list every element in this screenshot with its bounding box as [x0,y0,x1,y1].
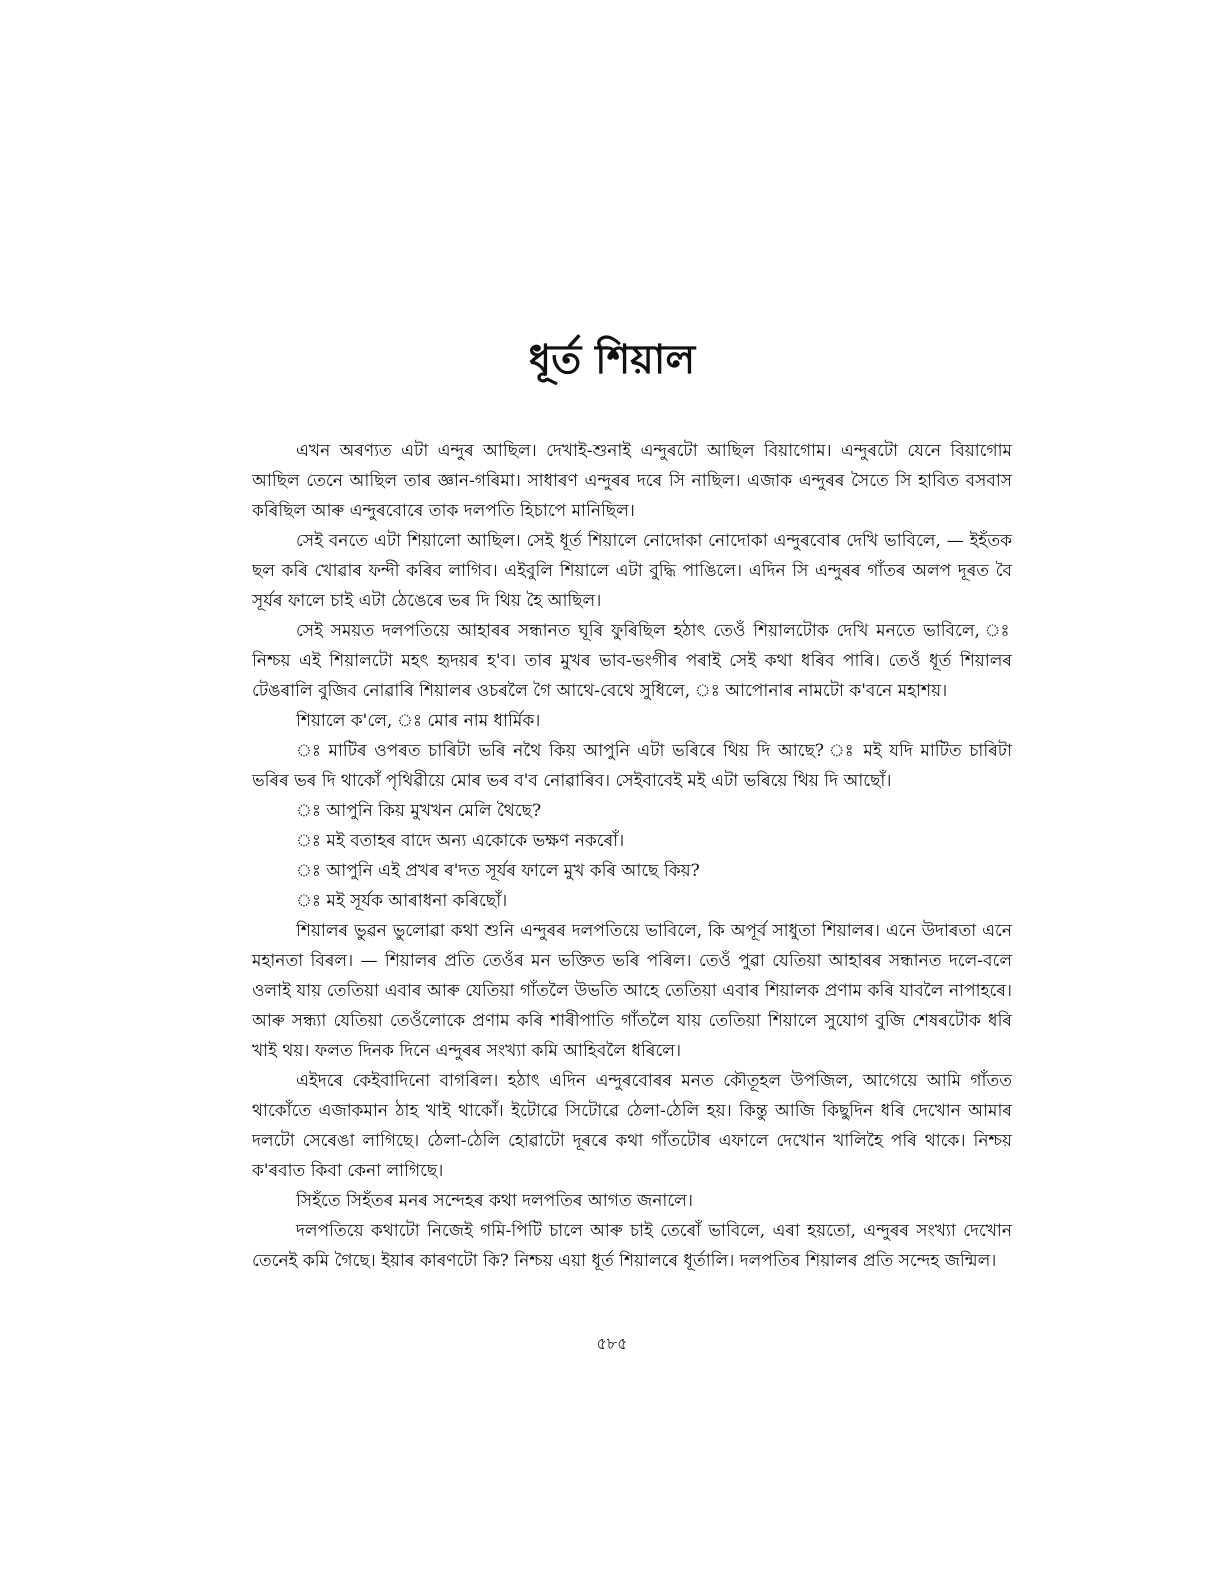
paragraph: ঃ মই সূৰ্যক আৰাধনা কৰিছোঁ। [296,891,508,911]
page-title: ধূর্ত শিয়াল [528,336,696,383]
paragraph: সেই সময়ত দলপতিয়ে আহাৰৰ সন্ধানত ঘূৰি ফুৰিছিল হঠাৎ তেওঁ শিয়ালটোক দেখি মনতে ভাবিলে, ঃ নিশ্চয় এই শিয়ালটো মহৎ হৃদয়ৰ হ'ব। তাৰ মুখৰ ভাব-ভংগীৰ পৰাই সেই কথা ধৰিব পাৰি। তেওঁ ধূৰ্ত শিয়ালৰ টেঙৰালি বুজিব নোৱাৰি শিয়ালৰ ওচৰলৈ গৈ আথে-বেথে সুধিলে, ঃ আপোনাৰ নামটো ক'বনে মহাশয়। [252,621,1012,701]
story-body [252,436,1012,1276]
paragraph: এখন অৰণ্যত এটা এন্দুৰ আছিল। দেখাই-শুনাই এন্দুৰটো আছিল বিয়াগোম। এন্দুৰটো যেনে বিয়াগোম আছিল তেনে আছিল তাৰ জ্ঞান-গৰিমা। সাধাৰণ এন্দুৰৰ দৰে সি নাছিল। এজাক এন্দুৰৰ সৈতে সি হাবিত বসবাস কৰিছিল আৰু এন্দুৰবোৰে তাক দলপতি হিচাপে মানিছিল। [252,441,1012,521]
paragraph: শিয়ালে ক'লে, ঃ মোৰ নাম ধাৰ্মিক। [296,711,541,731]
paragraph: সিহঁতে সিহঁতৰ মনৰ সন্দেহৰ কথা দলপতিৰ আগত জনালে। [296,1191,693,1211]
paragraph: ঃ আপুনি কিয় মুখখন মেলি থৈছে? [296,801,542,821]
paragraph: ঃ আপুনি এই প্ৰখৰ ৰ'দত সূৰ্যৰ ফালে মুখ কৰি আছে কিয়? [296,861,700,881]
paragraph: ঃ মাটিৰ ওপৰত চাৰিটা ভৰি নথৈ কিয় আপুনি এটা ভৰিৰে থিয় দি আছে? ঃ মই যদি মাটিত চাৰিটা ভৰিৰ ভৰ দি থাকোঁ পৃথিৱীয়ে মোৰ ভৰ ব'ব নোৱাৰিব। সেইবাবেই মই এটা ভৰিয়ে থিয় দি আছোঁ। [252,741,1012,791]
paragraph: শিয়ালৰ ভুৱন ভুলোৱা কথা শুনি এন্দুৰৰ দলপতিয়ে ভাবিলে, কি অপূৰ্ব সাধুতা শিয়ালৰ। এনে উদাৰতা এনে মহানতা বিৰল। — শিয়ালৰ প্ৰতি তেওঁৰ মন ভক্তিত ভৰি পৰিল। তেওঁ পুৱা যেতিয়া আহাৰৰ সন্ধানত দলে-বলে ওলাই যায় তেতিয়া এবাৰ আৰু যেতিয়া গাঁতলৈ উভতি আহে তেতিয়া এবাৰ শিয়ালক প্ৰণাম কৰি যাবলৈ নাপাহৰে। আৰু সন্ধ্যা যেতিয়া তেওঁলোকে প্ৰণাম কৰি শাৰীপাতি গাঁতলৈ যায় তেতিয়া শিয়ালে সুযোগ বুজি শেষৰটোক ধৰি খাই থয়। ফলত দিনক দিনে এন্দুৰৰ সংখ্যা কমি আহিবলৈ ধৰিলে। [252,921,1012,1061]
page-number: ৫৮৫ [596,1334,628,1353]
paragraph: ঃ মই বতাহৰ বাদে অন্য একোকে ভক্ষণ নকৰোঁ। [296,831,625,851]
paragraph: সেই বনতে এটা শিয়ালো আছিল। সেই ধূৰ্ত শিয়ালে নোদোকা নোদোকা এন্দুৰবোৰ দেখি ভাবিলে, — ইহঁতক ছল কৰি খোৱাৰ ফন্দী কৰিব লাগিব। এইবুলি শিয়ালে এটা বুদ্ধি পাঙিলে। এদিন সি এন্দুৰৰ গাঁতৰ অলপ দূৰত বৈ সূৰ্যৰ ফালে চাই এটা ঠেঙেৰে ভৰ দি থিয় হৈ আছিল। [252,531,1012,611]
paragraph: দলপতিয়ে কথাটো নিজেই গমি-পিটি চালে আৰু চাই তেৰোঁ ভাবিলে, এৰা হয়তো, এন্দুৰৰ সংখ্যা দেখোন তেনেই কমি গৈছে। ইয়াৰ কাৰণটো কি? নিশ্চয় এয়া ধূৰ্ত শিয়ালৰে ধূৰ্তালি। দলপতিৰ শিয়ালৰ প্ৰতি সন্দেহ জন্মিল। [252,1221,1012,1271]
paragraph: এইদৰে কেইবাদিনো বাগৰিল। হঠাৎ এদিন এন্দুৰবোৰৰ মনত কৌতূহল উপজিল, আগেয়ে আমি গাঁতত থাকোঁতে এজাকমান ঠাহ খাই থাকোঁ। ইটোৱে সিটোৱে ঠেলা-ঠেলি হয়। কিন্তু আজি কিছুদিন ধৰি দেখোন আমাৰ দলটো সেৰেঙা লাগিছে। ঠেলা-ঠেলি হোৱাটো দূৰৰে কথা গাঁতটোৰ এফালে দেখোন খালিহৈ পৰি থাকে। নিশ্চয় ক'ৰবাত কিবা কেনা লাগিছে। [252,1071,1012,1181]
